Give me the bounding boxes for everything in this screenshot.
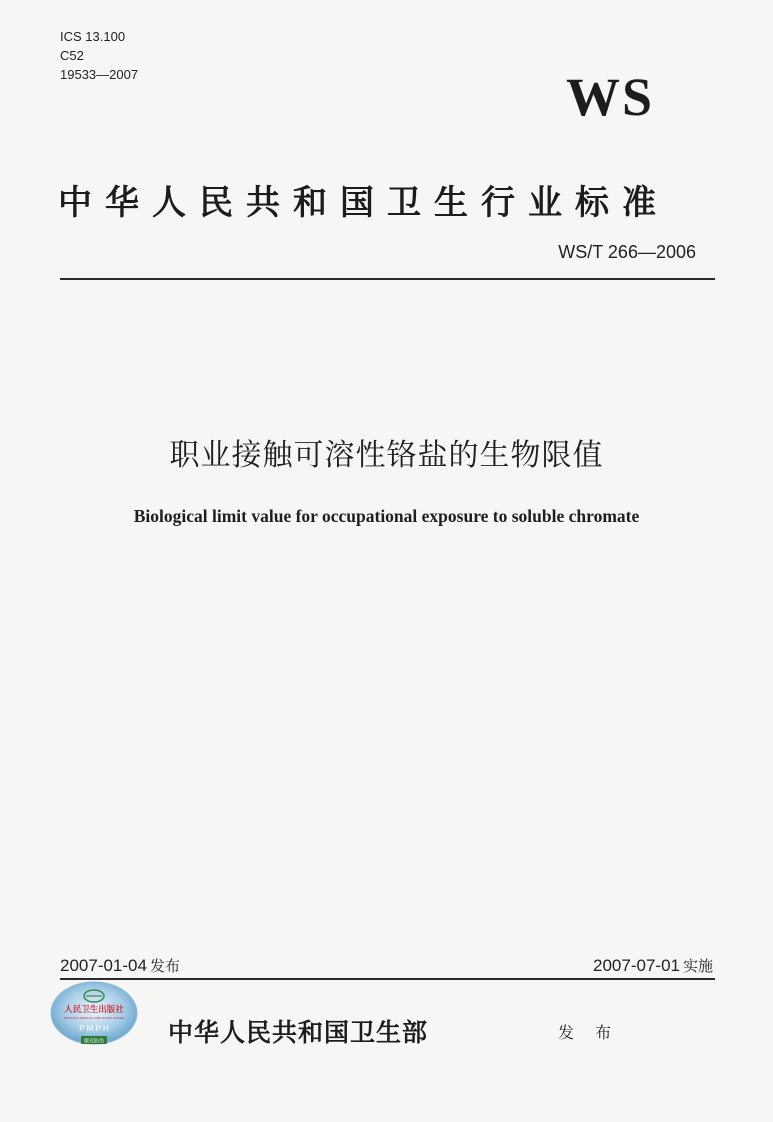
filing-number: 19533—2007 — [60, 67, 139, 82]
implement-label: 实施 — [682, 957, 713, 975]
top-divider — [60, 278, 715, 280]
bottom-divider — [60, 978, 715, 980]
document-title-english: Biological limit value for occupational exposure to soluble chromate — [133, 506, 640, 526]
issue-label: 发布 — [149, 957, 180, 975]
ws-logo: WS — [566, 67, 655, 127]
document-title-chinese: 职业接触可溶性铬盐的生物限值 — [169, 438, 604, 473]
publisher-name-cn: 人民卫生出版社 — [64, 1005, 124, 1015]
issuing-authority: 中华人民共和国卫生部 — [168, 1018, 429, 1047]
standard-number: WS/T 266—2006 — [558, 242, 696, 262]
document-metadata — [60, 27, 138, 84]
issuing-label: 发 布 — [558, 1023, 620, 1042]
implement-date: 2007-07-01 — [593, 956, 680, 975]
implement-date-block — [593, 955, 713, 976]
issue-date-block — [60, 955, 180, 976]
publisher-tag: 激光防伪 — [83, 1038, 105, 1045]
category-code: C52 — [60, 48, 84, 63]
publisher-abbrev: P M P H — [79, 1024, 109, 1033]
issue-date: 2007-01-04 — [60, 956, 147, 975]
pmph-publisher-emblem-icon — [48, 980, 140, 1050]
publisher-logo-graphic — [48, 980, 140, 1050]
standard-type-title: 中华人民共和国卫生行业标准 — [58, 183, 669, 223]
publisher-name-en: PEOPLE'S MEDICAL PUBLISHING HOUSE — [64, 1016, 124, 1020]
ics-code: ICS 13.100 — [60, 29, 126, 44]
